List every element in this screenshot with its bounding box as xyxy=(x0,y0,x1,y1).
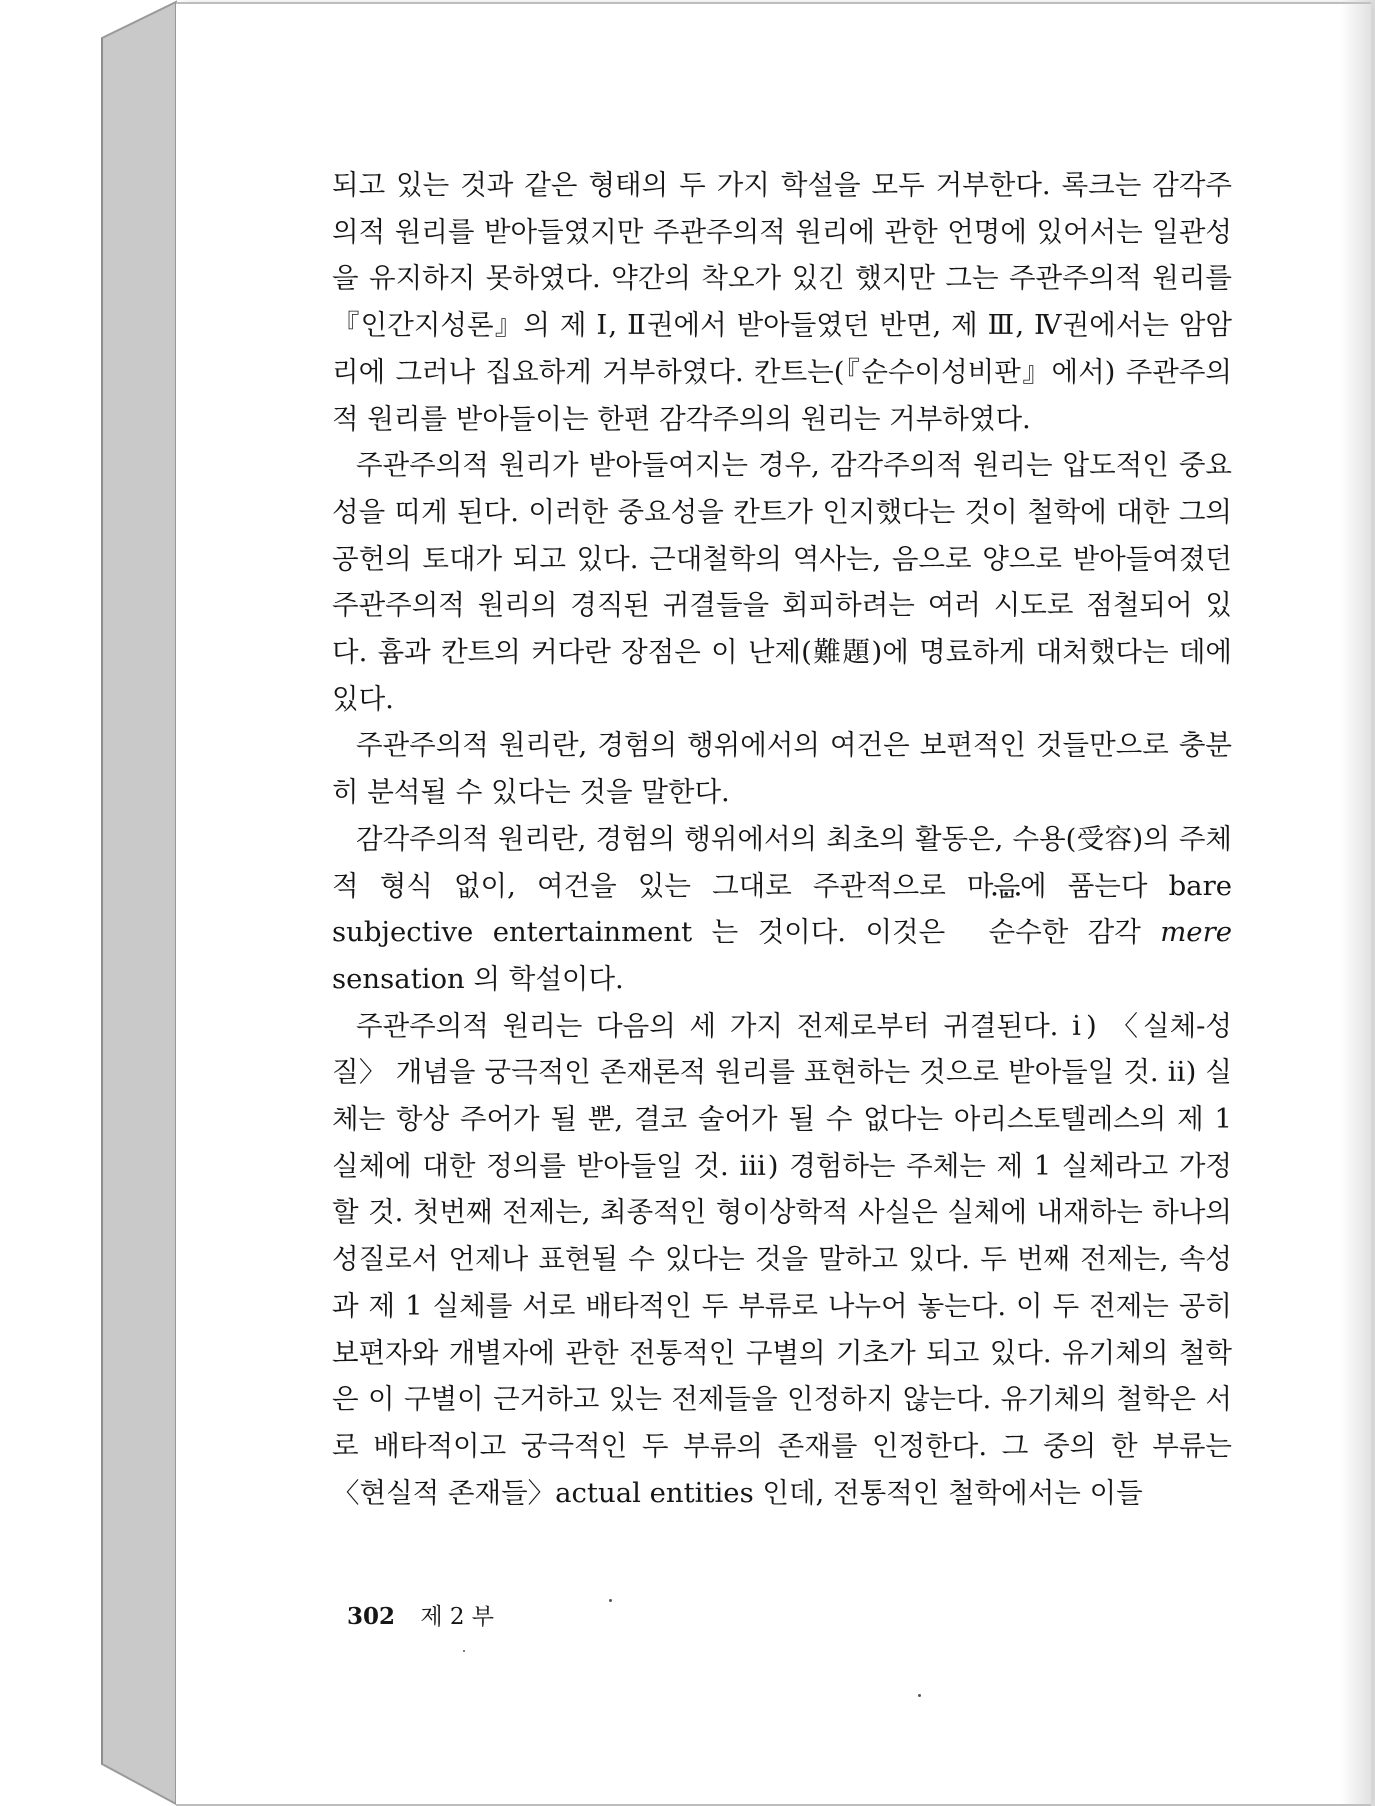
scan-speck xyxy=(463,1650,465,1652)
paragraph-4-text-mid: 한 감각 xyxy=(1041,916,1161,949)
italic-word: mere xyxy=(1160,916,1232,949)
page-edge-shadow xyxy=(1340,0,1375,1806)
scan-speck xyxy=(609,1599,612,1602)
page-footer xyxy=(347,1598,494,1631)
paragraph-3 xyxy=(332,722,1232,815)
paragraph-3-text: 주관주의적 원리란, 경험의 행위에서의 여건은 보편적인 것들만으로 충분히 분석될 수 있다는 것을 말한다. xyxy=(332,729,1232,809)
paragraph-2 xyxy=(332,442,1232,722)
paragraph-5-text: 주관주의적 원리는 다음의 세 가지 전제로부터 귀결된다. ⅰ) 〈실체-성질〉 개념을 궁극적인 존재론적 원리를 표현하는 것으로 받아들일 것. ⅱ) 실체는 항상 주어가 될 뿐, 결코 술어가 될 수 없다는 아리스토텔레스의 제 1 실체에 대한 정의를 받아들일 것. ⅲ) 경험하는 주체는 제 1 실체라고 가정할 것. 첫번째 전제는, 최종적인 형이상학적 사실은 실체에 내재하는 하나의 성질로서 언제나 표현될 수 있다는 것을 말하고 있다. 두 번째 전제는, 속성과 제 1 실체를 서로 배타적인 두 부류로 나누어 놓는다. 이 두 전제는 공히 보편자와 개별자에 관한 전통적인 구별의 기초가 되고 있다. 유기체의 철학은 이 구별이 근거하고 있는 전제들을 인정하지 않는다. 유기체의 철학은 서로 배타적이고 궁극적인 두 부류의 존재를 인정한다. 그 중의 한 부류는 〈현실적 존재들〉actual entities 인데, 전통적인 철학에서는 이들 xyxy=(332,1009,1232,1509)
paragraph-4-text-start: 감각주의적 원리란, 경험의 행위에서의 최초의 활동은, 수용(受容)의 주체적 형식 없이, 여건을 있는 그대로 주관적으로 마음에 품는다 bare subjective entertainment 는 것이다. 이것은 xyxy=(332,822,1232,949)
paragraph-4-text-end: sensation 의 학설이다. xyxy=(332,962,624,995)
emphasis-dotted-word: • • • 순수 xyxy=(965,909,1042,956)
body-text xyxy=(332,162,1232,1516)
paragraph-4 xyxy=(332,816,1232,1003)
paragraph-5 xyxy=(332,1003,1232,1517)
page-number: 302 xyxy=(347,1603,396,1630)
paragraph-2-text: 주관주의적 원리가 받아들여지는 경우, 감각주의적 원리는 압도적인 중요성을 띠게 된다. 이러한 중요성을 칸트가 인지했다는 것이 철학에 대한 그의 공헌의 토대가 되고 있다. 근대철학의 역사는, 음으로 양으로 받아들여졌던 주관주의적 원리의 경직된 귀결들을 회피하려는 여러 시도로 점철되어 있다. 흄과 칸트의 커다란 장점은 이 난제(難題)에 명료하게 대처했다는 데에 있다. xyxy=(332,449,1232,715)
paragraph-1-text: 되고 있는 것과 같은 형태의 두 가지 학설을 모두 거부한다. 록크는 감각주의적 원리를 받아들였지만 주관주의적 원리에 관한 언명에 있어서는 일관성을 유지하지 못하였다. 약간의 착오가 있긴 했지만 그는 주관주의적 원리를 『인간지성론』의 제 Ⅰ, Ⅱ권에서 받아들였던 반면, 제 Ⅲ, Ⅳ권에서는 암암리에 그러나 집요하게 거부하였다. 칸트는(『순수이성비판』에서) 주관주의적 원리를 받아들이는 한편 감각주의의 원리는 거부하였다. xyxy=(332,169,1232,435)
part-label: 제 2 부 xyxy=(420,1604,495,1630)
scan-speck xyxy=(918,1694,921,1697)
paragraph-1 xyxy=(332,162,1232,442)
